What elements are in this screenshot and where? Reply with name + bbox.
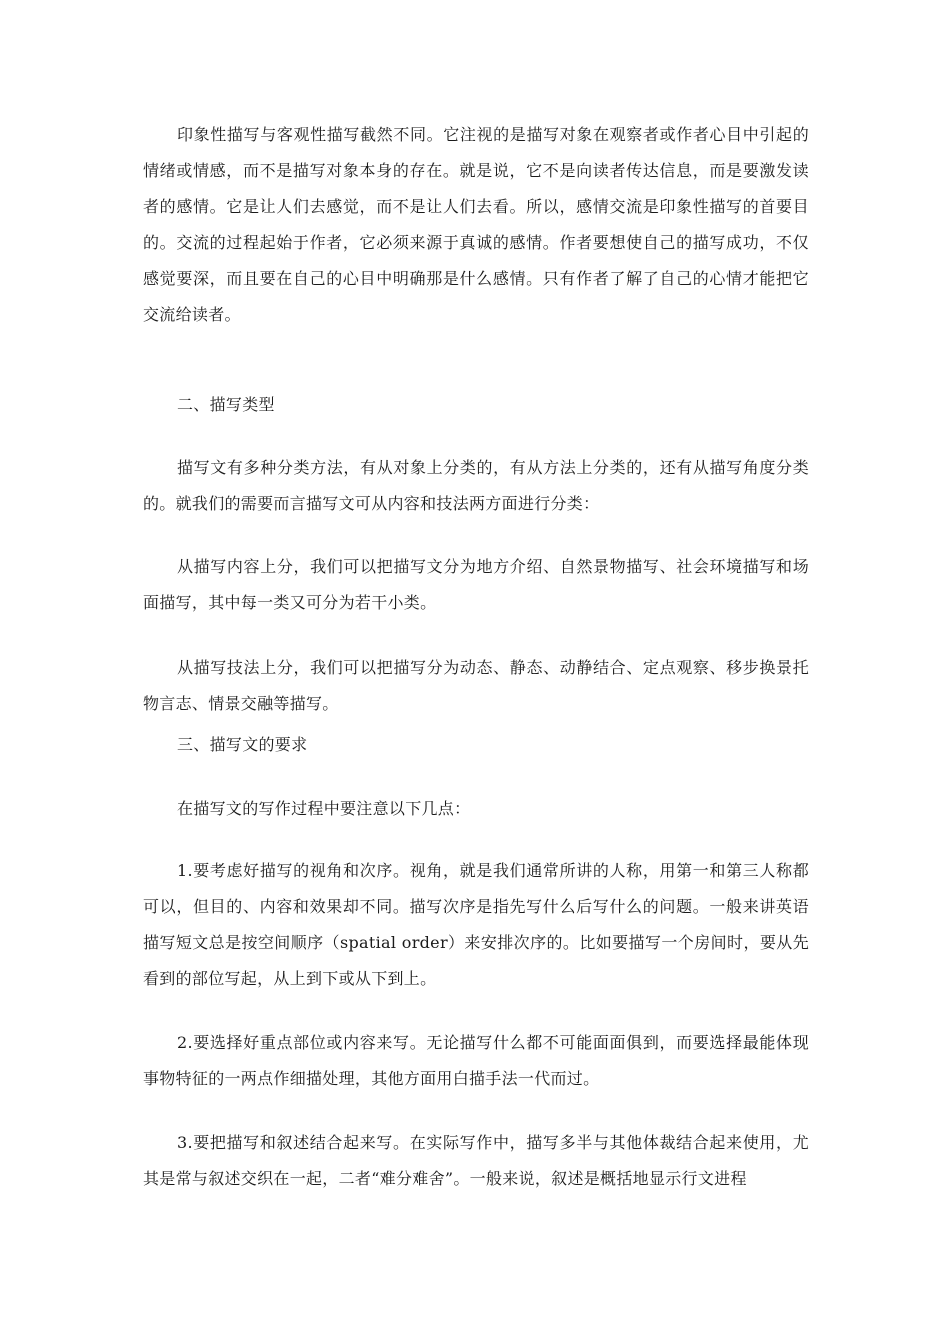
paragraph-impressionistic-description: 印象性描写与客观性描写截然不同。它注视的是描写对象在观察者或作者心目中引起的情绪或情感，而不是描写对象本身的存在。就是说，它不是向读者传达信息，而是要激发读者的感情。它是让人们去感觉，而不是让人们去看。所以，感情交流是印象性描写的首要目的。交流的过程起始于作者，它必须来源于真诚的感情。作者要想使自己的描写成功，不仅感觉要深，而且要在自己的心目中明确那是什么感情。只有作者了解了自己的心情才能把它交流给读者。 <box>143 125 809 324</box>
paragraph-technique-classification: 从描写技法上分，我们可以把描写分为动态、静态、动静结合、定点观察、移步换景托物言志、情景交融等描写。 <box>143 658 809 713</box>
paragraph-classification-methods: 描写文有多种分类方法，有从对象上分类的，有从方法上分类的，还有从描写角度分类的。就我们的需要而言描写文可从内容和技法两方面进行分类： <box>143 458 809 513</box>
section-heading-requirements: 三、描写文的要求 <box>177 735 308 754</box>
paragraph-content-classification: 从描写内容上分，我们可以把描写文分为地方介绍、自然景物描写、社会环境描写和场面描写，其中每一类又可分为若干小类。 <box>143 557 809 612</box>
section-heading-description-types: 二、描写类型 <box>177 395 275 414</box>
paragraph-requirements-intro: 在描写文的写作过程中要注意以下几点： <box>177 799 471 818</box>
paragraph-requirement-2: 2.要选择好重点部位或内容来写。无论描写什么都不可能面面俱到，而要选择最能体现事物特征的一两点作细描处理，其他方面用白描手法一代而过。 <box>143 1033 809 1088</box>
paragraph-requirement-1: 1.要考虑好描写的视角和次序。视角，就是我们通常所讲的人称，用第一和第三人称都可以，但目的、内容和效果却不同。描写次序是指先写什么后写什么的问题。一般来讲英语描写短文总是按空间顺序（spatial order）来安排次序的。比如要描写一个房间时，要从先看到的部位写起，从上到下或从下到上。 <box>143 861 809 988</box>
paragraph-requirement-3: 3.要把描写和叙述结合起来写。在实际写作中，描写多半与其他体裁结合起来使用，尤其是常与叙述交织在一起，二者“难分难舍”。一般来说，叙述是概括地显示行文进程 <box>143 1133 809 1188</box>
